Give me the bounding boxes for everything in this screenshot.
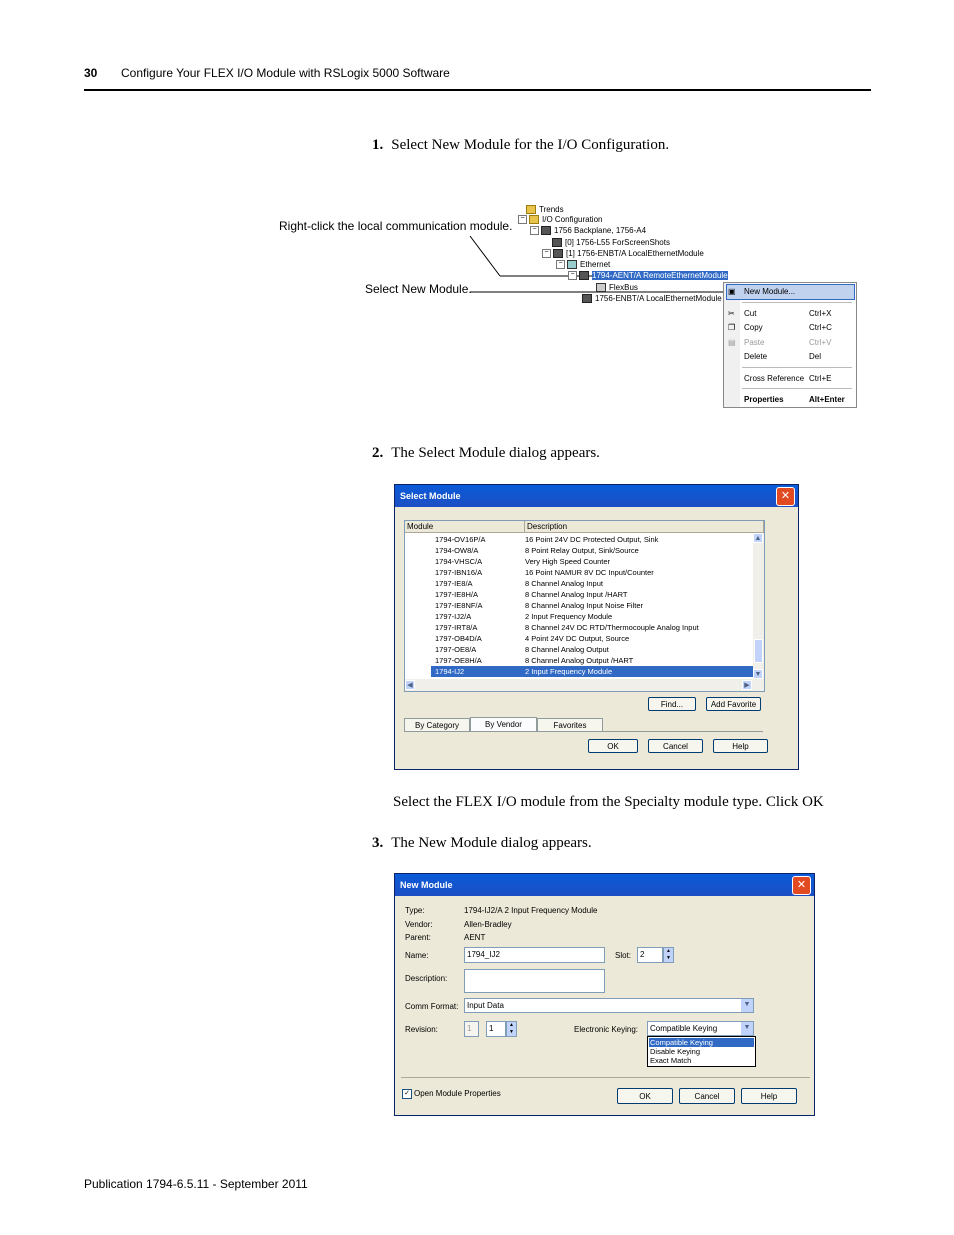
description-label: Description: bbox=[405, 974, 448, 983]
list-item[interactable]: 1797-IE8NF/A 8 Channel Analog Input Noise Filter bbox=[435, 601, 643, 610]
menu-shortcut-copy: Ctrl+C bbox=[809, 323, 832, 332]
vendor-label: Vendor: bbox=[405, 920, 433, 929]
tab-by-category[interactable]: By Category bbox=[404, 718, 470, 731]
list-item[interactable]: 1797-OE8/A 8 Channel Analog Output bbox=[435, 645, 609, 654]
list-item[interactable]: 1797-IBN16/A 16 Point NAMUR 8V DC Input/Counter bbox=[435, 568, 654, 577]
scroll-up-icon[interactable]: ▲ bbox=[754, 535, 762, 542]
name-input[interactable]: 1794_IJ2 bbox=[464, 947, 605, 963]
electronic-keying-select[interactable]: Compatible Keying ▼ bbox=[647, 1021, 754, 1036]
list-item[interactable]: 1797-IJ2/A 2 Input Frequency Module bbox=[435, 612, 613, 621]
menu-separator bbox=[742, 367, 852, 368]
collapse-icon[interactable]: − bbox=[530, 226, 539, 235]
close-icon: ✕ bbox=[780, 490, 791, 502]
chevron-down-icon[interactable]: ▼ bbox=[509, 1029, 514, 1035]
page-number: 30 bbox=[84, 66, 98, 80]
collapse-icon[interactable]: − bbox=[542, 249, 551, 258]
column-header-module[interactable]: Module bbox=[405, 521, 525, 533]
description-input[interactable] bbox=[464, 969, 605, 993]
new-module-titlebar bbox=[395, 874, 814, 896]
list-item[interactable]: 1794-VHSC/A Very High Speed Counter bbox=[435, 557, 611, 566]
callout-select-new-module: Select New Module. bbox=[365, 282, 472, 296]
cancel-button[interactable]: Cancel bbox=[648, 739, 703, 753]
controller-organizer-tree bbox=[516, 200, 732, 315]
module-icon bbox=[579, 271, 589, 280]
cut-icon: ✂ bbox=[728, 309, 735, 318]
copy-icon: ❐ bbox=[728, 323, 736, 332]
menu-shortcut-paste: Ctrl+V bbox=[809, 338, 832, 347]
network-icon bbox=[567, 260, 577, 269]
running-header-title: Configure Your FLEX I/O Module with RSLogix 5000 Software bbox=[121, 66, 450, 80]
chevron-down-icon[interactable]: ▼ bbox=[741, 1022, 753, 1035]
new-module-icon: ▣ bbox=[728, 287, 736, 296]
collapse-icon[interactable]: − bbox=[556, 260, 565, 269]
menu-shortcut-cut: Ctrl+X bbox=[809, 309, 832, 318]
close-button[interactable] bbox=[776, 487, 795, 506]
step-1-number: 1. bbox=[372, 137, 384, 153]
keying-option-compatible[interactable]: Compatible Keying bbox=[649, 1038, 754, 1047]
step-2-note: Select the FLEX I/O module from the Specialty module type. Click OK bbox=[393, 794, 824, 810]
menu-item-delete[interactable]: Delete bbox=[744, 352, 768, 361]
tree-item-trends[interactable]: Trends bbox=[526, 205, 564, 215]
scroll-left-icon[interactable]: ◀ bbox=[405, 680, 415, 690]
ok-button[interactable]: OK bbox=[588, 739, 638, 753]
scroll-right-icon[interactable]: ▶ bbox=[742, 680, 752, 690]
step-3 bbox=[372, 835, 592, 852]
close-icon: ✕ bbox=[796, 879, 807, 891]
list-item[interactable]: 1794-OV16P/A 16 Point 24V DC Protected Output, Sink bbox=[435, 535, 659, 544]
list-item-selected[interactable]: 1794-IJ2 2 Input Frequency Module bbox=[431, 666, 753, 677]
add-favorite-button[interactable]: Add Favorite bbox=[706, 697, 761, 711]
list-item[interactable]: 1797-IE8H/A 8 Channel Analog Input /HART bbox=[435, 590, 628, 599]
parent-label: Parent: bbox=[405, 933, 431, 942]
horizontal-scrollbar[interactable] bbox=[405, 679, 764, 691]
step-3-number: 3. bbox=[372, 835, 384, 851]
step-2-text: The Select Module dialog appears. bbox=[391, 445, 600, 461]
dialog-divider bbox=[401, 1077, 810, 1078]
list-item[interactable]: 1797-IRT8/A 8 Channel 24V DC RTD/Thermocouple Analog Input bbox=[435, 623, 699, 632]
menu-item-properties[interactable]: Properties bbox=[744, 395, 784, 404]
tree-item-local-enbt[interactable]: − [1] 1756-ENBT/A LocalEthernetModule bbox=[542, 249, 704, 259]
revision-minor-input[interactable]: 1 bbox=[486, 1021, 506, 1037]
controller-icon bbox=[552, 238, 562, 247]
menu-item-copy[interactable]: Copy bbox=[744, 323, 763, 332]
slot-input[interactable]: 2 bbox=[637, 947, 663, 963]
parent-value: AENT bbox=[464, 933, 486, 942]
chevron-down-icon[interactable]: ▼ bbox=[666, 955, 671, 961]
bus-icon bbox=[596, 283, 606, 292]
vendor-value: Allen-Bradley bbox=[464, 920, 512, 929]
tab-favorites[interactable]: Favorites bbox=[537, 718, 603, 731]
new-module-dialog bbox=[394, 873, 815, 1116]
select-module-title: Select Module bbox=[400, 491, 461, 501]
module-list bbox=[404, 520, 765, 692]
keying-option-disable[interactable]: Disable Keying bbox=[650, 1047, 701, 1056]
revision-label: Revision: bbox=[405, 1025, 438, 1034]
comm-format-label: Comm Format: bbox=[405, 1002, 459, 1011]
select-module-titlebar bbox=[395, 485, 798, 507]
tree-item-ethernet[interactable]: − Ethernet bbox=[556, 260, 610, 270]
chevron-up-icon[interactable]: ▲ bbox=[666, 948, 671, 954]
chevron-up-icon[interactable]: ▲ bbox=[509, 1022, 514, 1028]
step-1-text: Select New Module for the I/O Configuration. bbox=[391, 137, 670, 153]
menu-shortcut-delete: Del bbox=[809, 352, 822, 361]
list-item[interactable]: 1797-IE8/A 8 Channel Analog Input bbox=[435, 579, 603, 588]
electronic-keying-label: Electronic Keying: bbox=[574, 1025, 639, 1034]
tree-item-backplane[interactable]: − 1756 Backplane, 1756-A4 bbox=[530, 226, 646, 236]
tree-item-io-configuration[interactable]: − I/O Configuration bbox=[518, 215, 602, 225]
cancel-button[interactable]: Cancel bbox=[679, 1088, 735, 1104]
menu-new-module-label: New Module... bbox=[744, 287, 796, 296]
revision-major-input: 1 bbox=[464, 1021, 479, 1037]
open-module-properties-label: Open Module Properties bbox=[414, 1089, 501, 1098]
ok-button[interactable]: OK bbox=[617, 1088, 673, 1104]
select-module-dialog bbox=[394, 484, 799, 770]
tab-by-vendor[interactable]: By Vendor bbox=[470, 717, 537, 732]
menu-separator bbox=[742, 302, 852, 303]
slot-label: Slot: bbox=[615, 951, 632, 960]
tab-divider bbox=[404, 731, 763, 732]
vertical-scrollbar[interactable] bbox=[753, 533, 764, 679]
footer-publication: Publication 1794-6.5.11 - September 2011 bbox=[84, 1177, 308, 1191]
scrollbar-thumb[interactable] bbox=[754, 639, 763, 663]
tree-item-controller[interactable]: [0] 1756-L55 ForScreenShots bbox=[552, 238, 670, 248]
help-button[interactable]: Help bbox=[741, 1088, 797, 1104]
folder-icon bbox=[526, 205, 536, 214]
collapse-icon[interactable]: − bbox=[518, 215, 527, 224]
module-icon bbox=[582, 294, 592, 303]
name-label: Name: bbox=[405, 951, 429, 960]
comm-format-select[interactable]: Input Data ▼ bbox=[464, 998, 754, 1013]
close-button[interactable] bbox=[792, 876, 811, 895]
list-item[interactable]: 1797-OB4D/A 4 Point 24V DC Output, Source bbox=[435, 634, 630, 643]
slot-stepper[interactable] bbox=[663, 947, 674, 963]
step-2-number: 2. bbox=[372, 445, 384, 461]
menu-item-paste[interactable]: Paste bbox=[744, 338, 765, 347]
folder-icon bbox=[529, 215, 539, 224]
list-item[interactable]: 1794-OW8/A 8 Point Relay Output, Sink/Source bbox=[435, 546, 639, 555]
step-3-text: The New Module dialog appears. bbox=[391, 835, 592, 851]
leader-line-right-click bbox=[470, 236, 500, 276]
menu-shortcut-cross-reference: Ctrl+E bbox=[809, 374, 832, 383]
type-value: 1794-IJ2/A 2 Input Frequency Module bbox=[464, 906, 598, 915]
tree-item-enbt-2[interactable]: 1756-ENBT/A LocalEthernetModule bbox=[582, 294, 722, 304]
step-2 bbox=[372, 445, 600, 462]
electronic-keying-dropdown bbox=[647, 1036, 756, 1067]
open-module-properties-checkbox[interactable]: ✓ bbox=[402, 1089, 412, 1099]
menu-shortcut-properties: Alt+Enter bbox=[809, 395, 845, 404]
menu-separator bbox=[742, 388, 852, 389]
callout-right-click: Right-click the local communication module. bbox=[279, 219, 513, 233]
list-item[interactable]: 1797-OE8H/A 8 Channel Analog Output /HART bbox=[435, 656, 634, 665]
context-menu bbox=[723, 282, 857, 408]
keying-option-exact[interactable]: Exact Match bbox=[650, 1056, 692, 1065]
paste-icon: ▤ bbox=[728, 338, 736, 347]
column-header-description[interactable]: Description bbox=[525, 521, 764, 533]
tree-item-aent[interactable]: − 1794-AENT/A RemoteEthernetModule bbox=[568, 271, 728, 281]
revision-stepper[interactable] bbox=[506, 1021, 517, 1037]
type-label: Type: bbox=[405, 906, 425, 915]
tree-item-flexbus[interactable]: FlexBus bbox=[596, 283, 638, 293]
backplane-icon bbox=[541, 226, 551, 235]
help-button[interactable]: Help bbox=[713, 739, 768, 753]
collapse-icon[interactable]: − bbox=[568, 271, 577, 280]
find-button[interactable]: Find... bbox=[648, 697, 696, 711]
new-module-title: New Module bbox=[400, 880, 453, 890]
chevron-down-icon[interactable]: ▼ bbox=[741, 999, 753, 1012]
menu-item-cross-reference[interactable]: Cross Reference bbox=[744, 374, 805, 383]
menu-item-cut[interactable]: Cut bbox=[744, 309, 757, 318]
module-icon bbox=[553, 249, 563, 258]
scroll-down-icon[interactable]: ▼ bbox=[754, 671, 762, 678]
